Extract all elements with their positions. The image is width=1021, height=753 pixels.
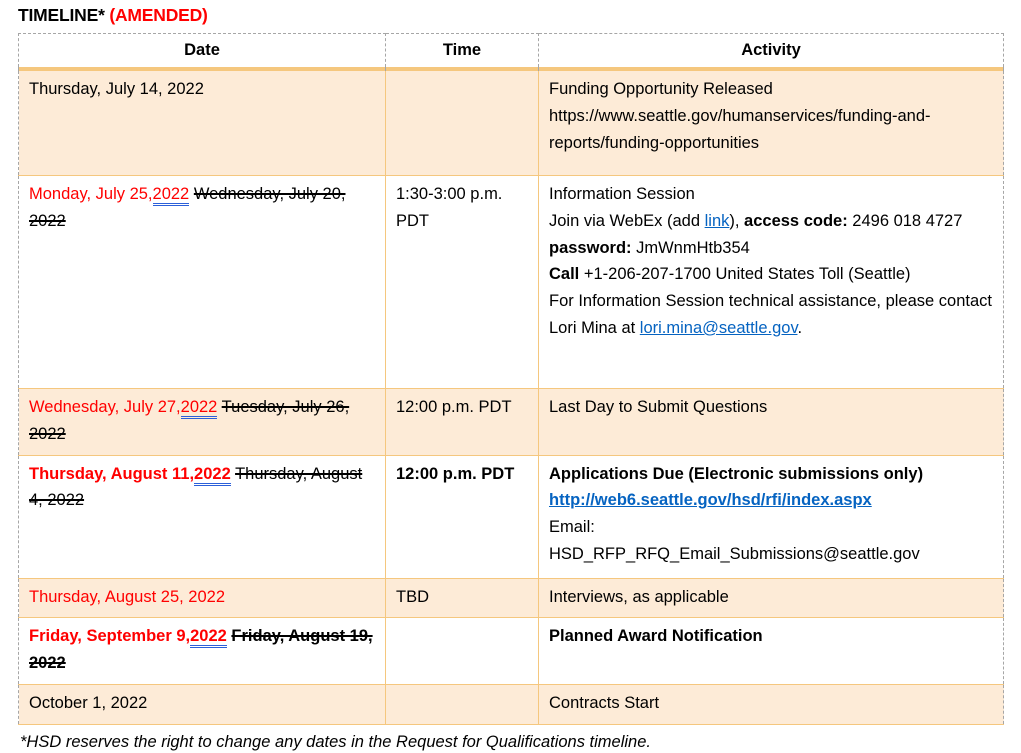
- date-inserted-year: 2022: [153, 185, 190, 206]
- cell-date: [19, 455, 386, 578]
- activity-line: Applications Due (Electronic submissions only): [549, 464, 924, 483]
- cell-date: [19, 578, 386, 618]
- column-header-activity: Activity: [539, 33, 1004, 67]
- activity-line: HSD_RFP_RFQ_Email_Submissions@seattle.gov: [549, 544, 920, 563]
- date-inserted-year: 2022: [190, 627, 227, 648]
- password-value: JmWnmHtb354: [631, 238, 750, 257]
- table-header-row: [19, 33, 1004, 67]
- date-revised-text: Thursday, August 25, 2022: [29, 587, 225, 606]
- password-label: password:: [549, 238, 632, 257]
- table-footnote: *HSD reserves the right to change any dates in the Request for Qualifications timeline.: [20, 732, 651, 751]
- cell-date: [19, 618, 386, 684]
- column-header-date: Date: [19, 33, 386, 67]
- join-text-prefix: Join via WebEx (add: [549, 211, 705, 230]
- date-deleted-text: Friday, August 19, 2022: [29, 627, 373, 673]
- cell-activity: [539, 71, 1004, 176]
- date-revised-text: Monday, July 25,: [29, 185, 153, 204]
- activity-line: Information Session: [549, 185, 695, 204]
- cell-activity: Last Day to Submit Questions: [539, 389, 1004, 455]
- date-text: Thursday, July 14, 2022: [29, 80, 204, 99]
- cell-activity: Planned Award Notification: [539, 618, 1004, 684]
- webex-link[interactable]: link: [704, 211, 730, 230]
- date-inserted-year: 2022: [194, 465, 231, 486]
- cell-time: 1:30-3:00 p.m. PDT: [386, 176, 539, 389]
- table-row: [19, 578, 1004, 618]
- page-title-main: TIMELINE*: [18, 5, 105, 25]
- support-text-end: .: [797, 318, 803, 337]
- support-text: For Information Session technical assistance, please contact Lori Mina at: [549, 292, 992, 337]
- table-header: [19, 33, 1004, 71]
- activity-line: Email:: [549, 518, 595, 537]
- table-row: [19, 176, 1004, 389]
- cell-activity: Contracts Start: [539, 684, 1004, 724]
- cell-time: TBD: [386, 578, 539, 618]
- cell-time: [386, 71, 539, 176]
- activity-line: [549, 261, 995, 288]
- table-row: [19, 684, 1004, 724]
- cell-activity: Interviews, as applicable: [539, 578, 1004, 618]
- support-email-link[interactable]: lori.mina@seattle.gov: [639, 318, 798, 337]
- cell-time: [386, 684, 539, 724]
- table-row: [19, 455, 1004, 578]
- application-portal-link[interactable]: http://web6.seattle.gov/hsd/rfi/index.aspx: [549, 491, 872, 510]
- activity-line: [549, 288, 995, 341]
- access-code-value: 2496 018 4727: [847, 211, 963, 230]
- timeline-table: [18, 33, 1004, 725]
- cell-time: 12:00 p.m. PDT: [386, 455, 539, 578]
- table-body: [19, 71, 1004, 724]
- date-revised-text: Wednesday, July 27,: [29, 398, 181, 417]
- activity-line: Funding Opportunity Released: [549, 80, 773, 99]
- date-revised-text: Friday, September 9,: [29, 627, 191, 646]
- date-deleted-text: Tuesday, July 26, 2022: [29, 398, 350, 443]
- cell-time: 12:00 p.m. PDT: [386, 389, 539, 455]
- call-label: Call: [549, 265, 580, 284]
- call-value: +1-206-207-1700 United States Toll (Seattle): [579, 265, 911, 284]
- access-code-label: access code:: [744, 211, 848, 230]
- activity-url: https://www.seattle.gov/humanservices/funding-and-reports/funding-opportunities: [549, 106, 931, 152]
- date-revised-text: Thursday, August 11,: [29, 464, 195, 483]
- table-row: [19, 618, 1004, 684]
- page-title: [18, 4, 1003, 28]
- date-inserted-year: 2022: [181, 398, 218, 419]
- table-row: [19, 71, 1004, 176]
- join-text-mid: ),: [729, 211, 745, 230]
- date-deleted-text: Thursday, August 4, 2022: [29, 464, 363, 510]
- cell-time: [386, 618, 539, 684]
- cell-date: [19, 684, 386, 724]
- activity-line: [549, 487, 995, 514]
- activity-line: [549, 208, 995, 235]
- cell-date: [19, 389, 386, 455]
- cell-activity: [539, 176, 1004, 389]
- date-deleted-text: Wednesday, July 20, 2022: [29, 185, 346, 230]
- cell-activity: [539, 455, 1004, 578]
- page-title-amended-badge: (AMENDED): [109, 5, 208, 25]
- column-header-time: Time: [386, 33, 539, 67]
- cell-date: [19, 176, 386, 389]
- date-text: October 1, 2022: [29, 693, 148, 712]
- table-row: [19, 389, 1004, 455]
- cell-date: [19, 71, 386, 176]
- activity-line: [549, 235, 995, 262]
